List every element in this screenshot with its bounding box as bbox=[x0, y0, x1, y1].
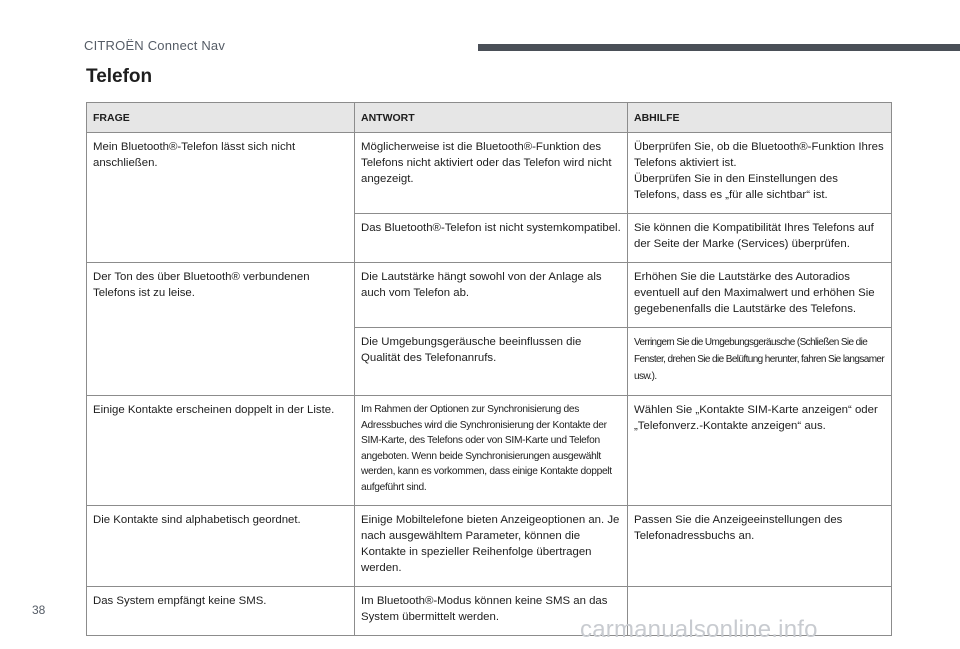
manual-header-title: CITROËN Connect Nav bbox=[84, 38, 226, 53]
question-cell: Mein Bluetooth®-Telefon lässt sich nicht anschließen. bbox=[87, 133, 355, 263]
table-header-row bbox=[87, 103, 892, 133]
answer-cell: Möglicherweise ist die Bluetooth®-Funktion des Telefons nicht aktiviert oder das Telefon wird nicht angezeigt. bbox=[355, 133, 628, 214]
remedy-cell: Überprüfen Sie, ob die Bluetooth®-Funktion Ihres Telefons aktiviert ist. Überprüfen Sie in den Einstellungen des Telefons, dass es „für alle sichtbar“ ist. bbox=[628, 133, 892, 214]
question-cell: Die Kontakte sind alphabetisch geordnet. bbox=[87, 506, 355, 587]
page-title: Telefon bbox=[86, 66, 153, 87]
answer-cell: Das Bluetooth®-Telefon ist nicht systemkompatibel. bbox=[355, 214, 628, 263]
answer-cell: Im Bluetooth®-Modus können keine SMS an das System übermittelt werden. bbox=[355, 587, 628, 636]
table-row bbox=[87, 506, 892, 587]
table-row bbox=[87, 396, 892, 506]
remedy-cell: Wählen Sie „Kontakte SIM-Karte anzeigen“ oder „Telefonverz.-Kontakte anzeigen“ aus. bbox=[628, 396, 892, 506]
column-header-answer: ANTWORT bbox=[355, 103, 628, 133]
table-row bbox=[87, 133, 892, 214]
table-row bbox=[87, 263, 892, 328]
remedy-cell: Verringern Sie die Umgebungsgeräusche (Schließen Sie die Fenster, drehen Sie die Belüftung herunter, fahren Sie langsamer usw.). bbox=[628, 328, 892, 396]
header-bar bbox=[478, 44, 960, 51]
watermark: carmanualsonline.info bbox=[580, 616, 818, 643]
remedy-cell: Passen Sie die Anzeigeeinstellungen des Telefonadressbuchs an. bbox=[628, 506, 892, 587]
answer-cell: Die Umgebungsgeräusche beeinflussen die Qualität des Telefonanrufs. bbox=[355, 328, 628, 396]
faq-table bbox=[86, 102, 892, 636]
remedy-cell: Erhöhen Sie die Lautstärke des Autoradios eventuell auf den Maximalwert und erhöhen Sie gegebenenfalls die Lautstärke des Telefons. bbox=[628, 263, 892, 328]
answer-cell: Einige Mobiltelefone bieten Anzeigeoptionen an. Je nach ausgewähltem Parameter, können die Kontakte in spezieller Reihenfolge übertragen werden. bbox=[355, 506, 628, 587]
page-number: 38 bbox=[32, 603, 46, 617]
question-cell: Der Ton des über Bluetooth® verbundenen Telefons ist zu leise. bbox=[87, 263, 355, 396]
column-header-remedy: ABHILFE bbox=[628, 103, 892, 133]
question-cell: Einige Kontakte erscheinen doppelt in der Liste. bbox=[87, 396, 355, 506]
question-cell: Das System empfängt keine SMS. bbox=[87, 587, 355, 636]
remedy-cell: Sie können die Kompatibilität Ihres Telefons auf der Seite der Marke (Services) überprüfen. bbox=[628, 214, 892, 263]
column-header-question: FRAGE bbox=[87, 103, 355, 133]
answer-cell: Die Lautstärke hängt sowohl von der Anlage als auch vom Telefon ab. bbox=[355, 263, 628, 328]
answer-cell: Im Rahmen der Optionen zur Synchronisierung des Adressbuches wird die Synchronisierung der Kontakte der SIM-Karte, des Telefons oder von SIM-Karte und Telefon angeboten. Wenn beide Synchronisierungen ausgewählt werden, kann es vorkommen, dass einige Kontakte doppelt aufgeführt sind. bbox=[355, 396, 628, 506]
